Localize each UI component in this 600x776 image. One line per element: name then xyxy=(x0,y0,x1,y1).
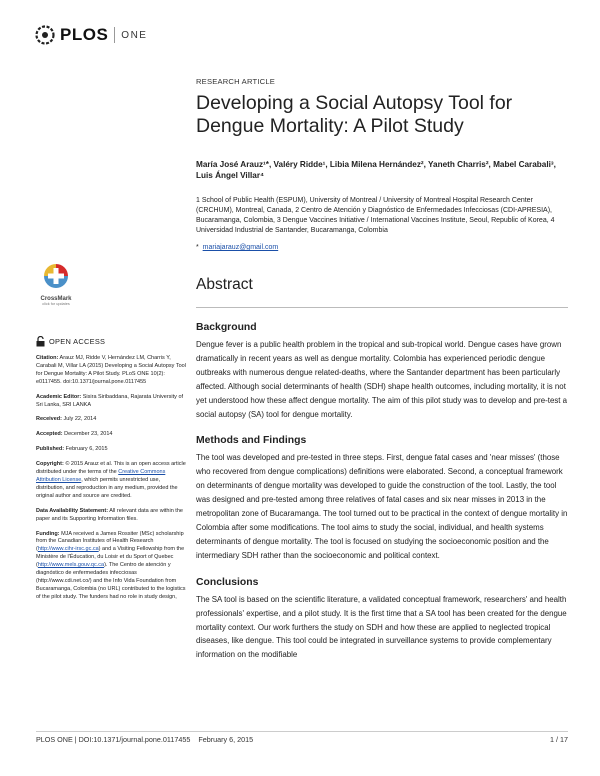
page-number: 1 / 17 xyxy=(550,735,568,744)
abstract-divider xyxy=(196,307,568,308)
cihr-link[interactable]: http://www.cihr-irsc.gc.ca xyxy=(37,546,99,553)
received-block xyxy=(36,416,188,424)
abstract-heading: Abstract xyxy=(196,276,253,293)
accepted-label: Accepted: xyxy=(36,431,63,438)
section-methods xyxy=(196,435,568,562)
copyright-label: Copyright: xyxy=(36,461,64,468)
section-conclusions xyxy=(196,577,568,663)
copyright-text: © 2015 Arauz et al. This is an open access article distributed under the terms of the xyxy=(36,461,186,476)
data-availability-label: Data Availability Statement: xyxy=(36,507,109,514)
citation-label: Citation: xyxy=(36,355,59,361)
copyright-text-end: , which permits unrestricted use, distribution, and reproduction in any medium, provided the original author and source are credited. xyxy=(36,476,178,499)
funding-text-1: MJA received a James Rossiter (MSc) scholarship from the Canadian Institutes of Health Research ( xyxy=(36,530,184,553)
section-heading: Conclusions xyxy=(196,576,259,588)
published-block xyxy=(36,446,188,454)
article-type: RESEARCH ARTICLE xyxy=(196,77,276,86)
accepted-block xyxy=(36,431,188,439)
open-lock-icon xyxy=(36,336,45,347)
footer-divider xyxy=(36,731,568,732)
author-list: María José Arauz¹*, Valéry Ridde¹, Libia Milena Hernández², Yaneth Charris², Mabel Carabali³, Luis Ángel Villar⁴ xyxy=(196,160,556,180)
abstract-body xyxy=(196,322,568,676)
page-footer xyxy=(36,735,568,744)
editor-block xyxy=(36,394,188,410)
license-link[interactable]: Creative Commons Attribution License xyxy=(36,469,166,483)
email-marker: * xyxy=(196,244,199,251)
published-label: Published: xyxy=(36,446,65,453)
plos-logo[interactable] xyxy=(34,24,147,46)
plos-mark-icon xyxy=(34,24,56,46)
funding-label: Funding: xyxy=(36,530,60,537)
logo-divider xyxy=(114,27,115,43)
logo-sub: ONE xyxy=(121,29,148,41)
crossmark-badge[interactable] xyxy=(36,262,76,306)
editor-text: Sisira Siribaddana, Rajarata University of Sri Lanka, SRI LANKA xyxy=(36,393,184,408)
section-text: The SA tool is based on the scientific literature, a validated conceptual framework, researchers' and health professionals' expertise, and a pilot study. It is the first time that a SA tool has been created for the dengue mortality context. Our work furthers the study on SDH and how these are applied to neglected tropical diseases, like dengue. This tool could be integrated in surveillance systems to provide complementary information on the modifiable xyxy=(196,594,567,660)
section-background xyxy=(196,322,568,421)
received-date: July 22, 2014 xyxy=(63,416,97,423)
open-access-badge xyxy=(36,336,188,347)
corresponding-email xyxy=(196,244,278,251)
email-link[interactable]: mariajarauz@gmail.com xyxy=(202,244,279,251)
accepted-date: December 23, 2014 xyxy=(64,431,113,438)
section-text: The tool was developed and pre-tested in three steps. First, dengue fatal cases and 'near misses' (those who recovered from dengue complications) definitions were elaborated. Second, a conceptual framework on determinants of dengue mortality was developed to guide the construction of the tool. Lastly, the tool was designed and pre-tested among three relatives of fatal cases and six near misses in 2013 in the metropolitan zone of Bucaramanga. The tool turned out to be practical in the context of dengue mortality in Colombia after some modifications. The tool aims to study the social, individual, and health systems determinants of dengue mortality. The tool is focused on studying the socioeconomic position and the intermediary SDH rather than the socioeconomic and political context. xyxy=(196,453,568,560)
data-availability-text: All relevant data are within the paper and its Supporting Information files. xyxy=(36,507,183,522)
open-access-label: OPEN ACCESS xyxy=(49,336,106,346)
affiliations: 1 School of Public Health (ESPUM), University of Montreal / University of Montreal Hospital Research Center (CRCHUM), Montreal, Canada, 2 Centro de Atención y Diagnóstico de Enfermedades Infecciosas (CDI-APRESIA), Bucaramanga, Colombia, 3 Dengue Vaccines Initiative / International Vaccines Institute, Seoul, Republic of Korea, 4 Universidad Industrial de Santander, Bucaramanga, Colombia xyxy=(196,197,555,234)
editor-label: Academic Editor: xyxy=(36,393,82,400)
citation-block xyxy=(36,355,188,387)
funding-text-3: ). The Centro de atención y diagnóstico de enfermedades infecciosas (http://www.cdi.net.co/) and the Info Vida Foundation from Bucaramanga, Colombia (no URL) contributed to the logistics of the pilot study. The funders had no role in study design, xyxy=(36,562,186,600)
published-date: February 6, 2015 xyxy=(65,446,108,453)
logo-text: PLOS xyxy=(60,25,109,44)
section-heading: Background xyxy=(196,322,257,333)
crossmark-sub: click for updates xyxy=(42,302,70,306)
received-label: Received: xyxy=(36,416,62,423)
section-heading: Methods and Findings xyxy=(196,435,307,447)
article-sidebar xyxy=(36,336,188,609)
section-text: Dengue fever is a public health problem in the tropical and sub-tropical world. Dengue cases have grown dramatically in recent years as well as dengue mortality. Colombia has experienced periodic dengue outbreaks with numerous dengue related-deaths, where the Santander department has been particularly affected. Although social determinants of health (SDH) shape health outcomes, including mortality, it is not yet understood how these affect dengue mortality. The aim of this pilot study was to develop and pre-test a social autopsy (SA) tool for dengue mortality. xyxy=(196,340,568,419)
crossmark-icon xyxy=(41,262,71,290)
copyright-block xyxy=(36,461,188,501)
crossmark-label: CrossMark xyxy=(40,296,72,302)
mels-link[interactable]: http://www.mels.gouv.qc.ca xyxy=(37,562,105,569)
funding-text-2: ) and a Visiting Fellowship from the Ministère de l'Éducation, du Loisir et du Sport of Quebec ( xyxy=(36,546,185,569)
article-title: Developing a Social Autopsy Tool for Dengue Mortality: A Pilot Study xyxy=(196,92,513,137)
funding-block xyxy=(36,531,188,602)
citation-text: Arauz MJ, Ridde V, Hernández LM, Charris Y, Carabali M, Villar LA (2015) Developing a Social Autopsy Tool for Dengue Mortality: A Pilot Study. PLoS ONE 10(2): e0117455. doi:10.1371/journal.pone.0117455 xyxy=(36,355,186,385)
data-availability-block xyxy=(36,508,188,524)
footer-citation: PLOS ONE | DOI:10.1371/journal.pone.0117455 February 6, 2015 xyxy=(36,735,254,744)
